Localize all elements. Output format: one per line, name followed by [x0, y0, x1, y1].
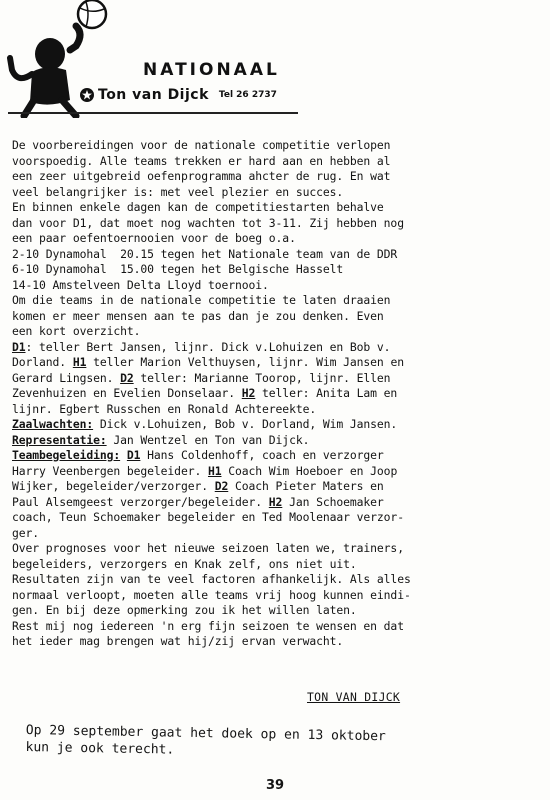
staff-text: : teller Bert Jansen, lijnr. Dick v.Lohuizen en Bob v. [25, 339, 391, 354]
staff-line: ger. [12, 525, 40, 540]
phone-number: Tel 26 2737 [218, 90, 277, 100]
staff-text: Harry Veenbergen begeleider. [12, 463, 208, 478]
staff-text: teller: Marianne Toorop, lijnr. Ellen [133, 370, 391, 385]
role-label: Zaalwachten: [12, 417, 94, 431]
team-label: D2 [120, 370, 134, 385]
article-body [12, 138, 542, 650]
footnote [25, 722, 496, 764]
team-label: D2 [214, 479, 229, 493]
closing-line: het ieder mag brengen wat hij/zij ervan verwacht. [12, 634, 344, 648]
staff-text: Gerard Lingsen. [12, 370, 121, 385]
staff-text: Jan Wentzel en Ton van Dijck. [106, 432, 310, 447]
article-line: een paar oefentoernooien voor de boeg o.a. [12, 231, 296, 245]
staff-text: Paul Alsemgeest verzorger/begeleider. [12, 494, 269, 509]
staff-line [12, 479, 542, 495]
article-signature: TON VAN DIJCK [307, 690, 401, 704]
closing-line: normaal verloopt, moeten alle teams vrij hoog kunnen eindi- [12, 587, 411, 602]
article-line: een zeer uitgebreid oefenprogramma ahcter de rug. En wat [12, 169, 391, 183]
article-line: dan voor D1, dat moet nog wachten tot 3-11. Zij hebben nog [12, 215, 404, 230]
staff-line [12, 355, 542, 371]
staff-text: Zevenhuizen en Evelien Donselaar. [12, 386, 242, 400]
article-line: En binnen enkele dagen kan de competitiestarten behalve [12, 200, 384, 214]
page-header [0, 0, 550, 118]
role-label: Teambegeleiding: [12, 448, 121, 462]
team-label: D1 [12, 339, 26, 354]
closing-line: Rest mij nog iedereen 'n erg fijn seizoen te wensen en dat [12, 618, 404, 633]
staff-line [12, 448, 542, 464]
article-line: Om die teams in de nationale competitie te laten draaien [12, 293, 391, 307]
staff-text: Coach Wim Hoeboer en Joop [221, 463, 398, 478]
schedule-line: 2-10 Dynamohal 20.15 tegen het Nationale team van de DDR [12, 246, 398, 261]
team-label: D1 [126, 448, 141, 462]
author-byline [80, 87, 277, 103]
closing-line: gen. En bij deze opmerking zou ik het willen laten. [12, 603, 357, 617]
staff-line [12, 417, 542, 433]
staff-text: Wijker, begeleider/verzorger. [12, 479, 215, 493]
role-label: Representatie: [12, 432, 107, 447]
footnote-line: kun je ook terecht. [25, 739, 175, 758]
staff-line: lijnr. Egbert Russchen en Ronald Achtereekte. [12, 401, 317, 416]
staff-text: Dorland. [12, 355, 73, 369]
article-line: voorspoedig. Alle teams trekken er hard aan en hebben al [12, 153, 391, 168]
staff-text: Dick v.Lohuizen, Bob v. Dorland, Wim Jansen. [93, 417, 398, 431]
team-label: H2 [268, 494, 283, 509]
staff-line [12, 433, 542, 449]
staff-line: coach, Teun Schoemaker begeleider en Ted Moolenaar verzor- [12, 510, 404, 524]
team-label: H1 [207, 463, 222, 478]
staff-line [12, 340, 542, 356]
staff-text: Coach Pieter Maters en [228, 479, 384, 493]
staff-text: teller Marion Velthuysen, lijnr. Wim Jansen en [86, 355, 404, 369]
closing-line: Resultaten zijn van te veel factoren afhankelijk. Als alles [12, 572, 411, 586]
staff-line [12, 495, 542, 511]
staff-text: teller: Anita Lam en [255, 386, 398, 400]
star-bullet-icon [80, 88, 94, 102]
article-line: veel belangrijker is: met veel plezier en succes. [12, 184, 344, 199]
staff-line [12, 464, 542, 480]
footnote-line: Op 29 september gaat het doek op en 13 oktober [25, 722, 386, 745]
staff-line [12, 386, 542, 402]
article-line: De voorbereidingen voor de nationale competitie verlopen [12, 138, 391, 152]
schedule-line: 6-10 Dynamohal 15.00 tegen het Belgische Hasselt [12, 262, 344, 276]
header-rule [8, 112, 298, 114]
schedule-line: 14-10 Amstelveen Delta Lloyd toernooi. [12, 277, 269, 292]
closing-line: begeleiders, verzorgers en Knak zelf, ons niet uit. [12, 556, 357, 571]
staff-text: Hans Coldenhoff, coach en verzorger [140, 448, 384, 462]
section-title: NATIONAAL [143, 60, 280, 80]
article-line: een kort overzicht. [12, 324, 141, 338]
team-label: H2 [241, 386, 256, 400]
page-number: 39 [265, 778, 285, 793]
article-line: komen er meer mensen aan te pas dan je zou denken. Even [12, 308, 384, 323]
team-label: H1 [72, 355, 87, 369]
staff-line [12, 371, 542, 387]
closing-line: Over prognoses voor het nieuwe seizoen laten we, trainers, [12, 541, 404, 555]
author-name: Ton van Dijck [98, 87, 209, 103]
staff-text: Jan Schoemaker [282, 494, 384, 509]
